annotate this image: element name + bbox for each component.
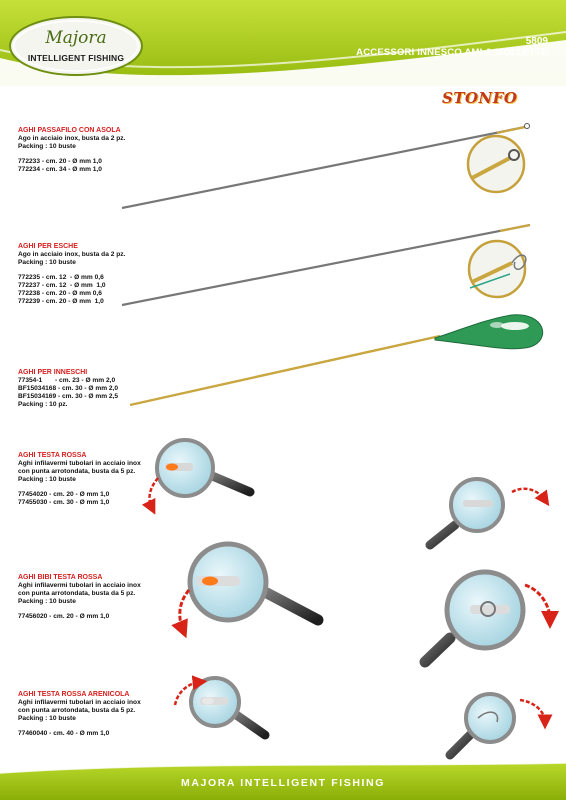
section-line: 77454020 - cm. 20 - Ø mm 1,0 — [18, 491, 110, 498]
section-title: AGHI PASSAFILO CON ASOLA — [18, 127, 121, 134]
bibi-red-head-needles — [172, 544, 552, 662]
bait-needle — [122, 225, 530, 305]
catalog-number: 5809 — [525, 36, 548, 47]
threading-needle-with-eye — [122, 124, 530, 209]
logo-tagline: INTELLIGENT FISHING — [27, 53, 125, 63]
section-line: 772234 - cm. 34 - Ø mm 1,0 — [18, 166, 102, 173]
section-title: AGHI TESTA ROSSA ARENICOLA — [18, 691, 130, 698]
section-line: BF15034169 - cm. 30 - Ø mm 2,5 — [18, 393, 119, 400]
section-line: Aghi infilavermi tubolari in acciaio inox — [18, 582, 141, 589]
section-line: 772235 - cm. 12 - Ø mm 0,6 — [18, 274, 104, 281]
section-line: con punta arrotondata, busta da 5 pz. — [18, 590, 136, 597]
section-line: Packing : 10 buste — [18, 259, 76, 266]
section-line: Packing : 10 buste — [18, 476, 76, 483]
section-line: Ago in acciaio inox, busta da 2 pz. — [18, 251, 126, 258]
section-line: Packing : 10 buste — [18, 715, 76, 722]
section-line: Aghi infilavermi tubolari in acciaio inox — [18, 699, 141, 706]
section-aghi-inneschi — [18, 368, 118, 409]
section-line: BF15034168 - cm. 30 - Ø mm 2,0 — [18, 385, 119, 392]
footer-text: MAJORA INTELLIGENT FISHING — [181, 777, 385, 789]
brand-logo-text: STONFO — [442, 89, 518, 107]
section-line: 77456020 - cm. 20 - Ø mm 1,0 — [18, 613, 110, 620]
section-line: Packing : 10 buste — [18, 598, 76, 605]
section-aghi-arenicola — [18, 690, 141, 738]
section-aghi-esche — [18, 242, 125, 306]
arenicola-red-head-needle — [170, 678, 548, 755]
section-aghi-passafilo — [18, 126, 125, 174]
section-line: Packing : 10 pz. — [18, 401, 68, 408]
footer-banner — [0, 763, 566, 800]
section-title: AGHI PER ESCHE — [18, 243, 78, 250]
section-line: 772238 - cm. 20 - Ø mm 0,6 — [18, 290, 102, 297]
logo-name: Majora — [45, 28, 107, 48]
section-line: 77354-1 - cm. 23 - Ø mm 2,0 — [18, 377, 116, 384]
section-title: AGHI PER INNESCHI — [18, 369, 88, 376]
section-line: Aghi infilavermi tubolari in acciaio inox — [18, 460, 141, 467]
section-line: 772233 - cm. 20 - Ø mm 1,0 — [18, 158, 102, 165]
section-aghi-bibi-testa-rossa — [18, 573, 141, 621]
section-aghi-testa-rossa — [18, 451, 141, 507]
page-title: ACCESSORI INNESCO AMI & MOLLETTE — [356, 47, 548, 58]
section-line: 77455030 - cm. 30 - Ø mm 1,0 — [18, 499, 110, 506]
section-line: Ago in acciaio inox, busta da 2 pz. — [18, 135, 126, 142]
baiting-needle-green-handle — [130, 315, 543, 405]
section-line: Packing : 10 buste — [18, 143, 76, 150]
section-title: AGHI TESTA ROSSA — [18, 452, 87, 459]
section-line: 772239 - cm. 20 - Ø mm 1,0 — [18, 298, 104, 305]
red-head-needles — [150, 440, 548, 545]
section-line: 772237 - cm. 12 - Ø mm 1,0 — [18, 282, 106, 289]
section-line: con punta arrotondata, busta da 5 pz. — [18, 468, 136, 475]
section-line: con punta arrotondata, busta da 5 pz. — [18, 707, 136, 714]
section-line: 77460040 - cm. 40 - Ø mm 1,0 — [18, 730, 110, 737]
section-title: AGHI BIBI TESTA ROSSA — [18, 574, 103, 581]
